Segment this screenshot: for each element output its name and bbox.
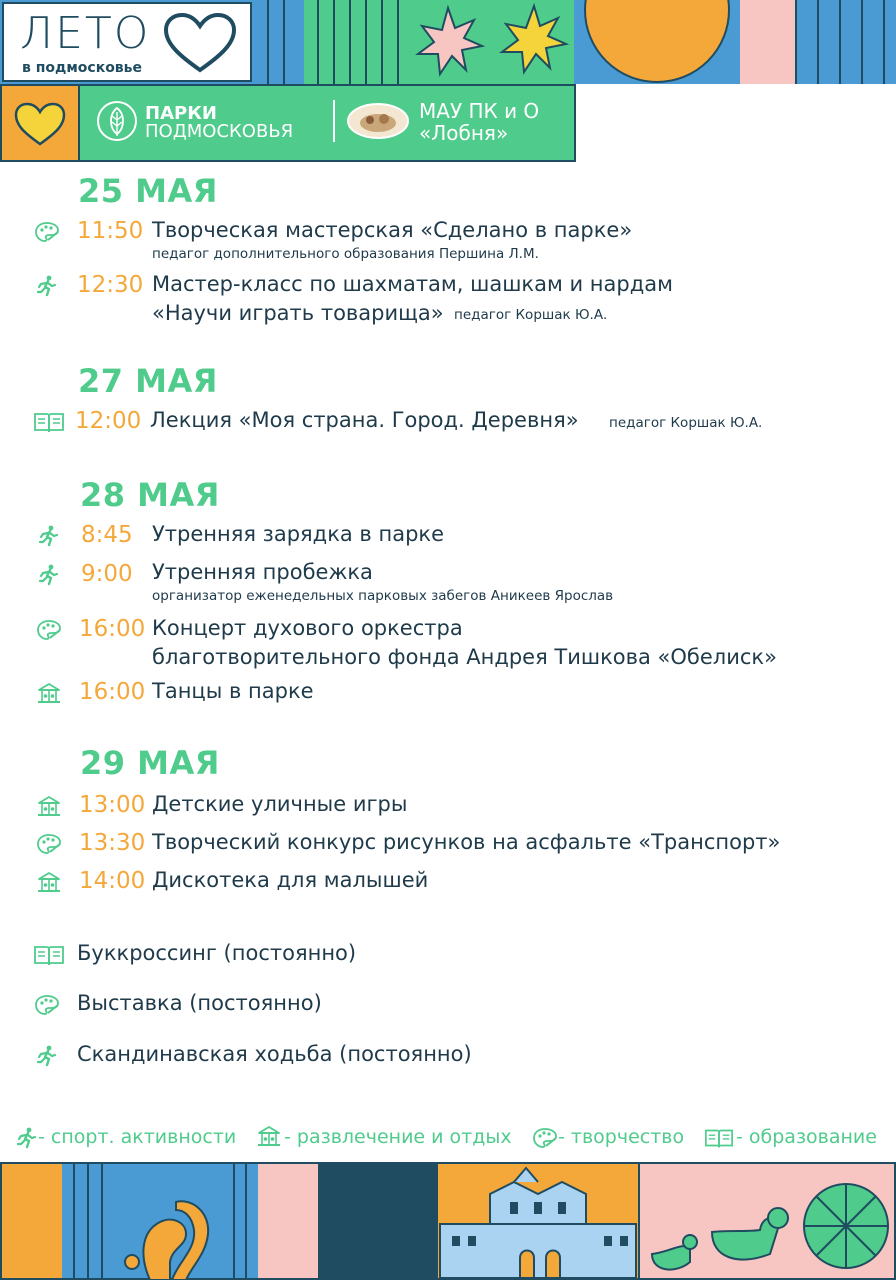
stripes-decor-right <box>740 0 896 84</box>
permanent-activity: Буккроссинг (постоянно) <box>77 941 357 965</box>
palette-icon <box>532 1126 558 1150</box>
event-title: Утренняя пробежка <box>152 560 373 584</box>
event-title: Творческий конкурс рисунков на асфальте «Транспорт» <box>152 830 781 854</box>
permanent-activity: Скандинавская ходьба (постоянно) <box>77 1042 472 1066</box>
event-time: 13:30 <box>79 830 146 856</box>
stripes-decor <box>254 0 408 84</box>
org-name: МАУ ПК и О <box>419 99 540 123</box>
logo-subtitle: в подмосковье <box>22 60 143 76</box>
event-note: педагог дополнительного образования Першина Л.М. <box>152 246 539 262</box>
palette-icon <box>34 220 60 244</box>
event-time: 12:00 <box>75 408 142 434</box>
event-note: педагог Коршак Ю.А. <box>609 415 763 431</box>
event-title: Мастер-класс по шахматам, шашкам и нардам <box>152 272 673 296</box>
carousel-icon <box>36 794 62 818</box>
book-icon <box>32 943 66 967</box>
logo-title: ЛЕТО <box>20 8 151 59</box>
day-title: 28 МАЯ <box>80 476 220 514</box>
event-title: Детские уличные игры <box>152 792 408 816</box>
event-time: 16:00 <box>79 679 146 705</box>
runner-icon <box>34 274 60 298</box>
day-title: 29 МАЯ <box>80 744 220 782</box>
event-title-cont: «Научи играть товарища» <box>152 301 444 325</box>
event-title: Творческая мастерская «Сделано в парке» <box>152 218 633 242</box>
heart-icon <box>160 12 240 74</box>
footer-band <box>0 1162 896 1280</box>
palette-icon <box>36 832 62 856</box>
runner-icon <box>14 1126 40 1150</box>
legend-label: - спорт. активности <box>38 1126 237 1148</box>
legend-label: - образование <box>736 1126 877 1148</box>
palette-icon <box>36 618 62 642</box>
summer-logo <box>2 2 252 82</box>
event-time: 13:00 <box>79 792 146 818</box>
event-note: педагог Коршак Ю.А. <box>454 307 608 323</box>
parks-sublabel: ПОДМОСКОВЬЯ <box>145 121 294 142</box>
legend-label: - развлечение и отдых <box>284 1126 512 1148</box>
star-decor <box>408 0 574 84</box>
palette-icon <box>34 993 60 1017</box>
day-title: 27 МАЯ <box>78 362 218 400</box>
event-title: Дискотека для малышей <box>152 868 429 892</box>
event-time: 9:00 <box>81 561 133 587</box>
event-time: 16:00 <box>79 616 146 642</box>
org-emblem <box>346 102 410 140</box>
event-title: Концерт духового оркестра <box>152 616 463 640</box>
carousel-icon <box>36 870 62 894</box>
event-time: 8:45 <box>81 522 133 548</box>
carousel-icon <box>256 1124 282 1148</box>
runner-icon <box>36 524 62 548</box>
parks-label: ПАРКИ <box>145 103 217 124</box>
event-note: организатор еженедельных парковых забегов Аникеев Ярослав <box>152 588 614 604</box>
event-title-cont: благотворительного фонда Андрея Тишкова «Обелиск» <box>152 645 777 669</box>
event-time: 14:00 <box>79 868 146 894</box>
event-time: 12:30 <box>77 272 144 298</box>
event-title: Лекция «Моя страна. Город. Деревня» <box>150 408 579 432</box>
legend <box>14 1126 884 1152</box>
org-city: «Лобня» <box>419 121 509 145</box>
sun-decor <box>574 0 740 84</box>
heart-badge <box>2 86 78 160</box>
legend-label: - творчество <box>558 1126 685 1148</box>
carousel-icon <box>36 681 62 705</box>
event-title: Танцы в парке <box>152 679 314 703</box>
event-title: Утренняя зарядка в парке <box>152 522 445 546</box>
leaf-icon <box>96 100 138 142</box>
event-time: 11:50 <box>77 218 144 244</box>
day-title: 25 МАЯ <box>78 172 218 210</box>
book-icon <box>704 1126 734 1150</box>
book-icon <box>32 410 66 434</box>
divider <box>333 100 335 142</box>
runner-icon <box>36 563 62 587</box>
permanent-activity: Выставка (постоянно) <box>77 991 322 1015</box>
runner-icon <box>34 1044 60 1068</box>
